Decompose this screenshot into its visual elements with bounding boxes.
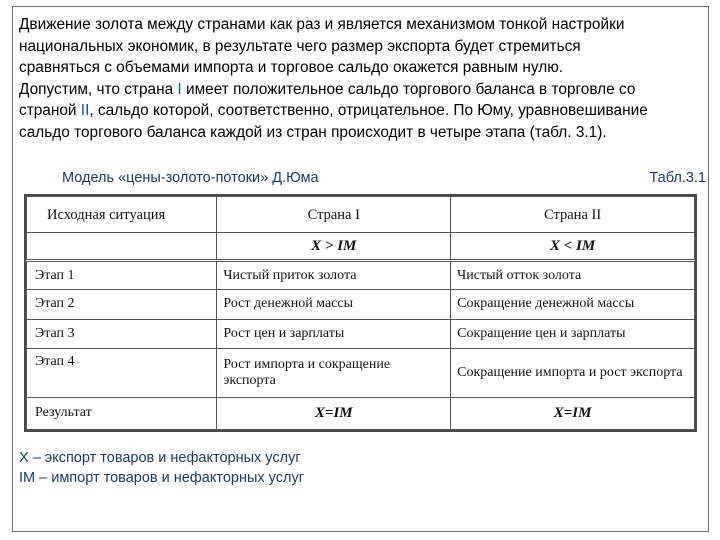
result-country-1: X=IM <box>217 397 451 429</box>
result-label: Результат <box>27 397 217 429</box>
stage-country-2: Сокращение денежной массы <box>451 290 695 319</box>
stage-country-1: Чистый приток золота <box>217 260 451 289</box>
stage-label: Этап 4 <box>27 348 217 397</box>
country-2-highlight: II <box>80 102 90 119</box>
intro-line-2: национальных экономик, в результате чего размер экспорта будет стремиться <box>19 37 581 55</box>
initial-empty-cell <box>27 233 217 260</box>
table-reference: Табл.3.1 <box>649 170 706 186</box>
header-initial-situation: Исходная ситуация <box>27 197 217 233</box>
stage-country-2: Сокращение импорта и рост экспорта <box>451 348 695 397</box>
initial-country-1: X > IM <box>217 233 451 260</box>
legend-notes <box>19 448 304 488</box>
intro-line-4 <box>19 79 705 101</box>
stage-country-1: Рост цен и зарплаты <box>217 319 451 348</box>
stage-label: Этап 1 <box>27 260 217 289</box>
intro-line-4-start: Допустим, что страна <box>19 80 178 98</box>
table-row <box>27 260 695 289</box>
stage-label: Этап 3 <box>27 319 217 348</box>
table-result-row <box>27 397 695 429</box>
intro-line-3: сравняться с объемами импорта и торговое сальдо окажется равным нулю. <box>19 59 564 76</box>
intro-line-5-start: страной <box>19 102 81 119</box>
stage-country-1: Рост денежной массы <box>217 290 451 319</box>
table-header-row <box>27 197 695 233</box>
stage-country-1: Рост импорта и сокращение экспорта <box>217 348 451 397</box>
table-row <box>27 319 695 348</box>
stage-country-2: Сокращение цен и зарплаты <box>451 319 695 348</box>
header-country-2: Страна II <box>451 197 695 233</box>
intro-text <box>19 14 705 143</box>
hume-model-table <box>24 194 697 432</box>
table-row <box>27 290 695 319</box>
intro-line-1: Движение золота между странами как раз и является механизмом тонкой настройки <box>19 16 625 33</box>
country-1-highlight: I <box>177 80 182 98</box>
intro-line-5-end: , сальдо которой, соответственно, отрицательное. По Юму, уравновешивание <box>89 102 648 119</box>
table-row <box>27 348 695 397</box>
intro-line-5 <box>19 100 705 122</box>
result-country-2: X=IM <box>451 397 695 429</box>
note-import: IM – импорт товаров и нефакторных услуг <box>19 470 304 486</box>
stage-label: Этап 2 <box>27 290 217 319</box>
intro-line-6: сальдо торгового баланса каждой из стран происходит в четыре этапа (табл. 3.1). <box>19 123 607 141</box>
initial-country-2: X < IM <box>451 233 695 260</box>
intro-line-4-end: имеет положительное сальдо торгового баланса в торговле со <box>181 80 636 98</box>
model-title: Модель «цены-золото-потоки» Д.Юма <box>62 170 319 186</box>
note-export: X – экспорт товаров и нефакторных услуг <box>19 450 301 466</box>
table-initial-row <box>27 233 695 260</box>
header-country-1: Страна I <box>217 197 451 233</box>
stage-country-2: Чистый отток золота <box>451 260 695 289</box>
